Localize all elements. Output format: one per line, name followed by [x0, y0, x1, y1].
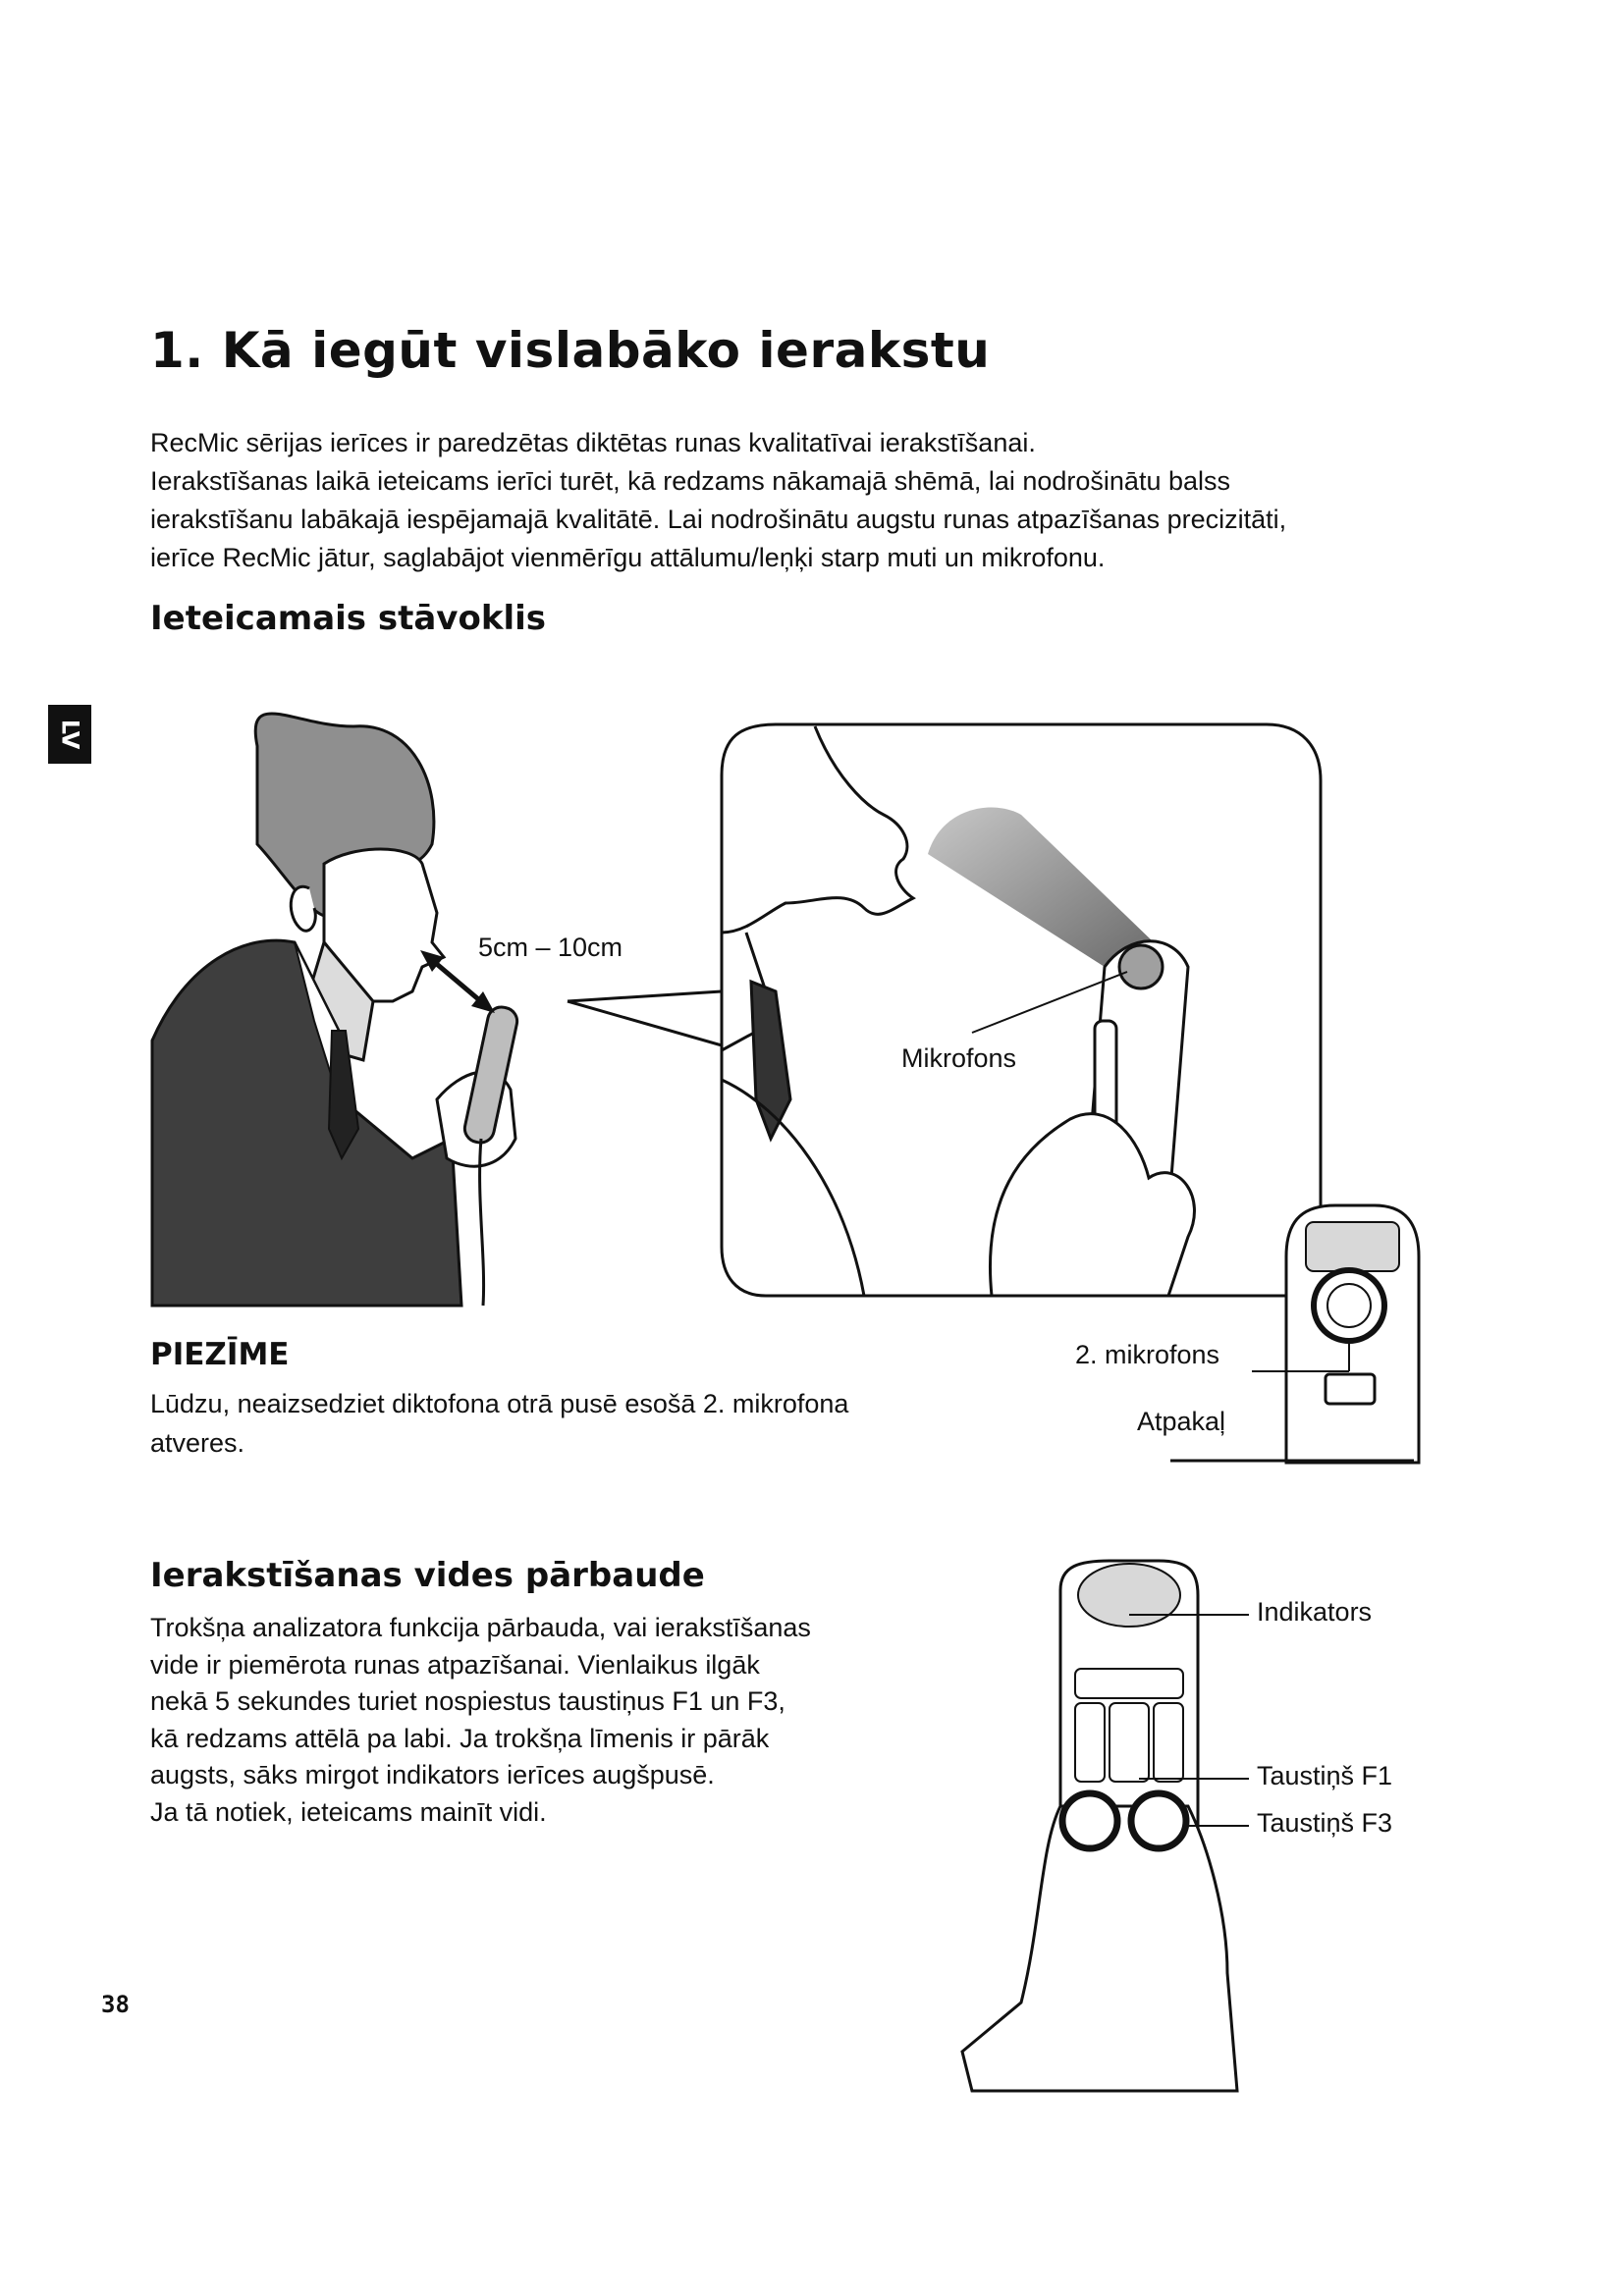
language-tab-label: LV — [56, 719, 83, 750]
environment-line: vide ir piemērota runas atpazīšanai. Vienlaikus ilgāk — [150, 1649, 760, 1680]
note-line: atveres. — [150, 1428, 245, 1458]
environment-line: Ja tā notiek, ieteicams mainīt vidi. — [150, 1796, 547, 1827]
microphone-label: Mikrofons — [901, 1043, 1017, 1073]
intro-line: ierakstīšanu labākajā iespējamajā kvalitātē. Lai nodrošinātu augstu runas atpazīšanas precizitāti, — [150, 505, 1287, 534]
environment-line: Trokšņa analizatora funkcija pārbauda, vai ierakstīšanas — [150, 1613, 811, 1642]
intro-line: Ierakstīšanas laikā ieteicams ierīci turēt, kā redzams nākamajā shēmā, lai nodrošinātu balss — [150, 466, 1230, 496]
environment-line: nekā 5 sekundes turiet nospiestus taustiņus F1 un F3, — [150, 1686, 785, 1716]
distance-label: 5cm – 10cm — [478, 933, 623, 962]
intro-line: RecMic sērijas ierīces ir paredzētas diktētas runas kvalitatīvai ierakstīšanai. — [150, 428, 1036, 457]
note-body — [150, 1384, 936, 1463]
back-label: Atpakaļ — [1137, 1407, 1226, 1436]
environment-check-heading: Ierakstīšanas vides pārbaude — [150, 1556, 705, 1595]
page-title: 1. Kā iegūt vislabāko ierakstu — [150, 322, 991, 379]
f3-key-label: Taustiņš F3 — [1257, 1808, 1393, 1838]
environment-line: augsts, sāks mirgot indikators ierīces augšpusē. — [150, 1760, 715, 1789]
environment-check-body — [150, 1610, 936, 1831]
recommended-position-heading: Ieteicamais stāvoklis — [150, 599, 546, 638]
note-line: Lūdzu, neaizsedziet diktofona otrā pusē esošā 2. mikrofona — [150, 1389, 849, 1418]
environment-line: kā redzams attēlā pa labi. Ja trokšņa līmenis ir pārāk — [150, 1723, 770, 1753]
second-microphone-label: 2. mikrofons — [1075, 1340, 1220, 1369]
intro-line: ierīce RecMic jātur, saglabājot vienmērīgu attālumu/leņķi starp muti un mikrofonu. — [150, 543, 1106, 572]
f1-key-label: Taustiņš F1 — [1257, 1761, 1393, 1790]
indicator-label: Indikators — [1257, 1597, 1373, 1627]
mouth-zoom-illustration — [722, 724, 1321, 1296]
note-heading: PIEZĪME — [150, 1337, 290, 1372]
speaker-illustration — [152, 714, 519, 1306]
recorder-front-illustration — [962, 1561, 1249, 2091]
page-number: 38 — [101, 1991, 130, 2018]
